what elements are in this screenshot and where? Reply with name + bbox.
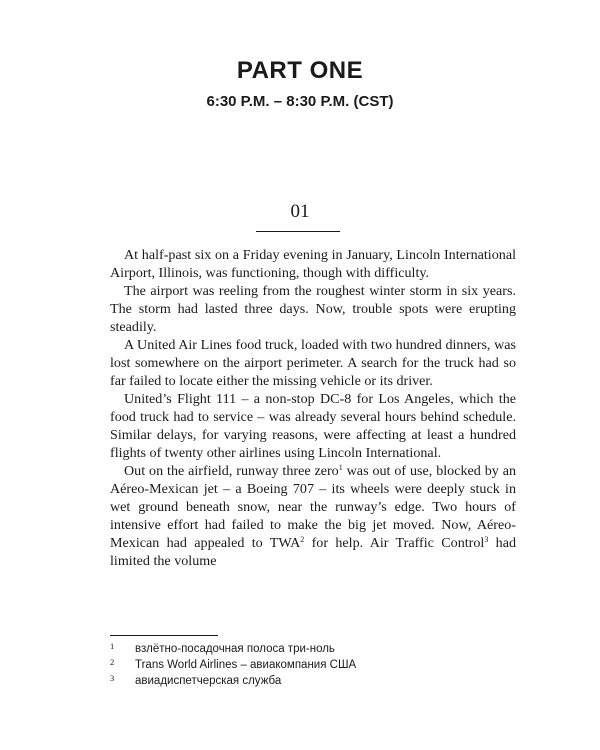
chapter-underline	[256, 231, 340, 232]
paragraph-text: United’s Flight 111 – a non-stop DC-8 for Los Angeles, which the food truck had to service – was already several hours behind schedule. Similar delays, for varying reasons, were affecting at least a hundred flights of twenty other airlines using Lincoln International.	[110, 391, 516, 461]
body-text	[110, 246, 516, 570]
paragraph-text: At half-past six on a Friday evening in January, Lincoln International Airport, Illinois, was functioning, though with difficulty.	[110, 247, 516, 281]
paragraph-text: had limited the volume	[110, 535, 517, 569]
footnote	[110, 657, 516, 673]
footnote	[110, 641, 516, 657]
paragraph-text: was out of use, blocked by an Aéreo-Mexican jet – a Boeing 707 – its wheels were deeply stuck in wet ground beneath snow, near the runway’s edge. Two hours of intensive effort had failed to make the big jet moved. Now, Aéreo-Mexican had appealed to TWA	[110, 463, 516, 551]
paragraph-text: Out on the airfield, runway three zero	[124, 463, 339, 479]
footnote-text: Trans World Airlines – авиакомпания США	[135, 659, 357, 671]
footnote-separator	[110, 635, 218, 636]
paragraph-text: A United Air Lines food truck, loaded with two hundred dinners, was lost somewhere on the airport perimeter. A search for the truck had so far failed to locate either the missing vehicle or its driver.	[110, 337, 516, 389]
footnote-text: авиадиспетчерская служба	[135, 675, 282, 687]
footnote-number: 1	[110, 641, 115, 651]
footnote	[110, 673, 516, 689]
footnote-ref: 2	[300, 535, 305, 544]
paragraph	[110, 336, 516, 390]
part-title: PART ONE	[236, 57, 364, 84]
chapter-number: 01	[290, 201, 310, 222]
paragraph	[110, 462, 516, 570]
paragraph	[110, 282, 516, 336]
paragraph	[110, 390, 516, 462]
paragraph-text: for help. Air Traffic Control	[304, 535, 485, 551]
part-time-range: 6:30 P.M. – 8:30 P.M. (CST)	[206, 93, 394, 110]
footnote-text: взлётно-посадочная полоса три-ноль	[135, 643, 335, 655]
footnote-ref: 3	[484, 535, 489, 544]
paragraph	[110, 246, 516, 282]
footnote-number: 3	[110, 673, 115, 683]
footnote-number: 2	[110, 657, 115, 667]
paragraph-text: The airport was reeling from the roughest winter storm in six years. The storm had lasted three days. Now, trouble spots were erupting steadily.	[110, 283, 516, 335]
footnotes	[110, 641, 516, 689]
footnote-ref: 1	[338, 463, 343, 472]
